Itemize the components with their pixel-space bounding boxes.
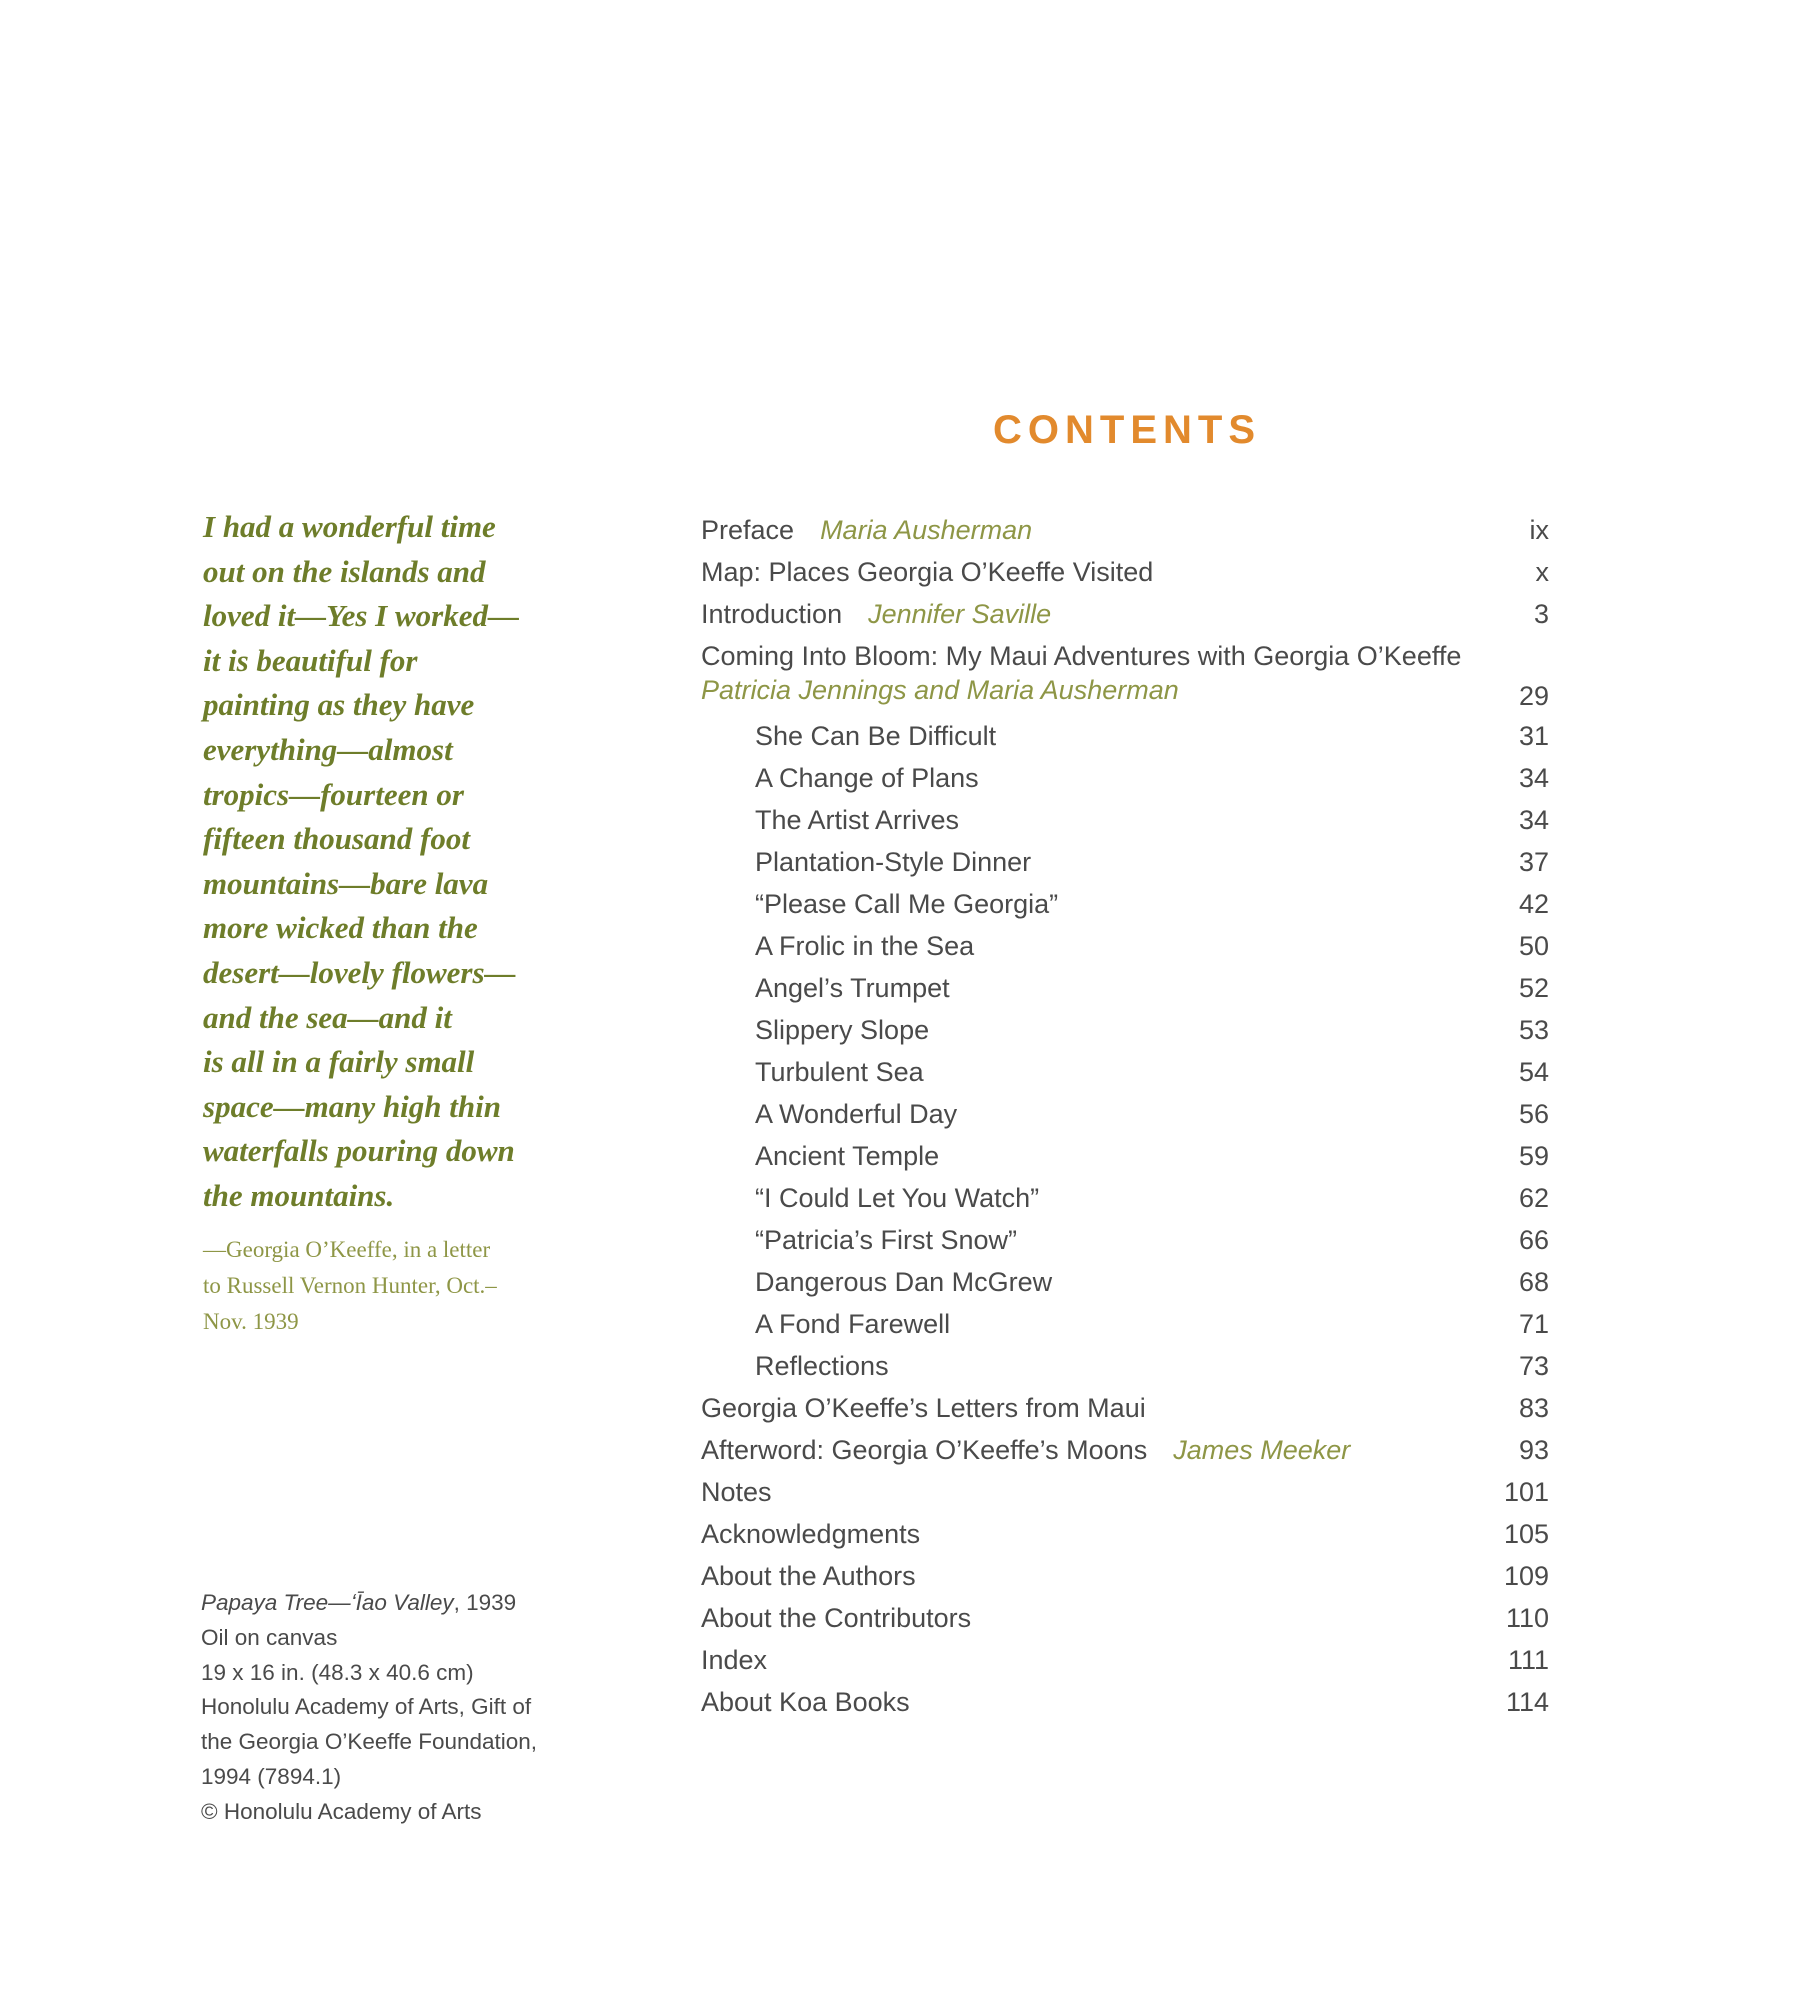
toc-entry-page: 110 — [1505, 1603, 1549, 1633]
toc-subentry[interactable] — [701, 1093, 1549, 1135]
toc-subentry[interactable] — [701, 925, 1549, 967]
toc-entry-title: Reflections — [755, 1351, 889, 1381]
quote-line: tropics—fourteen or — [203, 776, 464, 812]
toc-entry-page: ix — [1529, 515, 1549, 545]
quote-line: and the sea—and it — [203, 999, 452, 1035]
toc-entry-title: “I Could Let You Watch” — [755, 1183, 1040, 1213]
toc-entry-title: Afterword: Georgia O’Keeffe’s Moons — [701, 1435, 1148, 1465]
toc-entry-title: A Change of Plans — [755, 763, 979, 793]
artwork-dimensions: 19 x 16 in. (48.3 x 40.6 cm) — [201, 1659, 474, 1685]
quote-line: more wicked than the — [203, 910, 478, 946]
toc-entry-page: 50 — [1518, 931, 1549, 961]
toc-subentry[interactable] — [701, 1303, 1549, 1345]
toc-entry[interactable] — [701, 1639, 1549, 1681]
toc-entry-page: 66 — [1518, 1225, 1549, 1255]
toc-entry[interactable] — [701, 551, 1549, 593]
toc-entry[interactable] — [701, 1597, 1549, 1639]
table-of-contents — [701, 509, 1549, 1723]
artwork-caption — [201, 1586, 601, 1830]
toc-entry-page: 114 — [1505, 1687, 1549, 1717]
toc-entry-author: Maria Ausherman — [820, 515, 1033, 545]
quote-line: loved it—Yes I worked— — [203, 598, 519, 634]
toc-subentry[interactable] — [701, 841, 1549, 883]
toc-entry-title: “Please Call Me Georgia” — [755, 889, 1059, 919]
toc-entry-page: 111 — [1507, 1645, 1549, 1675]
toc-entry[interactable] — [701, 639, 1549, 715]
toc-entry-page: 34 — [1518, 805, 1549, 835]
toc-entry-title: A Wonderful Day — [755, 1099, 958, 1129]
quote-line: out on the islands and — [203, 553, 486, 589]
toc-subentry[interactable] — [701, 967, 1549, 1009]
toc-entry-author: Jennifer Saville — [868, 599, 1052, 629]
toc-subentry[interactable] — [701, 715, 1549, 757]
toc-entry-page: 53 — [1518, 1015, 1549, 1045]
toc-entry-page: 52 — [1518, 973, 1549, 1003]
toc-subentry[interactable] — [701, 1345, 1549, 1387]
quote-line: it is beautiful for — [203, 642, 418, 678]
toc-entry[interactable] — [701, 1429, 1549, 1471]
toc-subentry[interactable] — [701, 1135, 1549, 1177]
toc-entry-page: 31 — [1518, 721, 1549, 751]
toc-subentry[interactable] — [701, 1009, 1549, 1051]
toc-entry-title: Turbulent Sea — [755, 1057, 924, 1087]
toc-entry-page: 3 — [1533, 599, 1549, 629]
toc-entry[interactable] — [701, 1681, 1549, 1723]
toc-entry-title: Dangerous Dan McGrew — [755, 1267, 1053, 1297]
quote-attribution — [203, 1232, 563, 1340]
toc-subentry[interactable] — [701, 1051, 1549, 1093]
toc-entry-page: 68 — [1518, 1267, 1549, 1297]
quote-line: desert—lovely flowers— — [203, 954, 516, 990]
toc-entry-page: 109 — [1503, 1561, 1549, 1591]
toc-entry-page: 83 — [1518, 1393, 1549, 1423]
caption-title-line — [201, 1586, 601, 1621]
toc-entry-page: 54 — [1518, 1057, 1549, 1087]
toc-entry-page: 62 — [1518, 1183, 1549, 1213]
toc-entry[interactable] — [701, 509, 1549, 551]
artwork-accession: 1994 (7894.1) — [201, 1763, 342, 1789]
toc-entry-title: A Fond Farewell — [755, 1309, 951, 1339]
toc-entry-title: Coming Into Bloom: My Maui Adventures with Georgia O’Keeffe — [701, 641, 1462, 671]
contents-heading: CONTENTS — [993, 408, 1261, 452]
toc-entry-title: About the Contributors — [701, 1603, 972, 1633]
toc-entry-title: Notes — [701, 1477, 772, 1507]
toc-entry-title: Acknowledgments — [701, 1519, 921, 1549]
toc-entry-title: Georgia O’Keeffe’s Letters from Maui — [701, 1393, 1146, 1423]
toc-entry-title: Plantation-Style Dinner — [755, 847, 1032, 877]
toc-entry[interactable] — [701, 593, 1549, 635]
toc-entry-title: About Koa Books — [701, 1687, 910, 1717]
quote-line: painting as they have — [203, 687, 475, 723]
toc-entry-title: Introduction — [701, 599, 843, 629]
toc-entry-page: 37 — [1518, 847, 1549, 877]
toc-subentry[interactable] — [701, 883, 1549, 925]
quote-line: everything—almost — [203, 731, 453, 767]
quote-line: mountains—bare lava — [203, 865, 489, 901]
quote-line: is all in a fairly small — [203, 1044, 475, 1080]
artwork-collection: Honolulu Academy of Arts, Gift of — [201, 1694, 532, 1720]
toc-entry-page: 29 — [1518, 681, 1549, 711]
toc-entry[interactable] — [701, 1387, 1549, 1429]
toc-entry-title: “Patricia’s First Snow” — [755, 1225, 1018, 1255]
toc-entry-title: Preface — [701, 515, 795, 545]
toc-entry-page: x — [1535, 557, 1549, 587]
toc-subentry[interactable] — [701, 1261, 1549, 1303]
quote-line: the mountains. — [203, 1177, 395, 1213]
attribution-line: —Georgia O’Keeffe, in a letter — [203, 1237, 491, 1262]
toc-entry-page: 59 — [1518, 1141, 1549, 1171]
toc-entry[interactable] — [701, 1555, 1549, 1597]
toc-entry[interactable] — [701, 1471, 1549, 1513]
artwork-title: Papaya Tree—ʻĪao Valley — [201, 1590, 454, 1615]
toc-entry-title: Ancient Temple — [755, 1141, 940, 1171]
toc-entry-page: 56 — [1518, 1099, 1549, 1129]
toc-entry-title: She Can Be Difficult — [755, 721, 997, 751]
toc-entry[interactable] — [701, 1513, 1549, 1555]
toc-entry-title: Slippery Slope — [755, 1015, 930, 1045]
artwork-collection: the Georgia O’Keeffe Foundation, — [201, 1729, 538, 1755]
toc-subentry[interactable] — [701, 799, 1549, 841]
quote-line: I had a wonderful time — [203, 509, 496, 544]
attribution-line: to Russell Vernon Hunter, Oct.– — [203, 1273, 497, 1298]
quote-line: waterfalls pouring down — [203, 1133, 515, 1169]
toc-entry-author: James Meeker — [1173, 1435, 1351, 1465]
toc-entry-page: 73 — [1518, 1351, 1549, 1381]
toc-entry-title: Angel’s Trumpet — [755, 973, 950, 1003]
toc-entry-title: A Frolic in the Sea — [755, 931, 975, 961]
toc-entry-author: Patricia Jennings and Maria Ausherman — [701, 675, 1179, 705]
toc-entry-title: Index — [701, 1645, 768, 1675]
artwork-medium: Oil on canvas — [201, 1624, 338, 1650]
toc-entry-page: 34 — [1518, 763, 1549, 793]
toc-entry-title: About the Authors — [701, 1561, 916, 1591]
toc-entry-title: Map: Places Georgia O’Keeffe Visited — [701, 557, 1154, 587]
toc-entry-page: 71 — [1518, 1309, 1549, 1339]
toc-entry-page: 93 — [1518, 1435, 1549, 1465]
quote-line: space—many high thin — [203, 1088, 501, 1124]
toc-entry-page: 101 — [1503, 1477, 1549, 1507]
artwork-copyright: © Honolulu Academy of Arts — [201, 1798, 482, 1824]
toc-entry-page: 42 — [1518, 889, 1549, 919]
toc-subentry[interactable] — [701, 1219, 1549, 1261]
toc-entry-page: 105 — [1503, 1519, 1549, 1549]
attribution-line: Nov. 1939 — [203, 1309, 299, 1334]
toc-subentry[interactable] — [701, 757, 1549, 799]
toc-entry-title: The Artist Arrives — [755, 805, 960, 835]
epigraph-quote — [203, 505, 563, 1219]
toc-subentry[interactable] — [701, 1177, 1549, 1219]
artwork-year: , 1939 — [453, 1590, 517, 1615]
quote-line: fifteen thousand foot — [203, 821, 470, 857]
